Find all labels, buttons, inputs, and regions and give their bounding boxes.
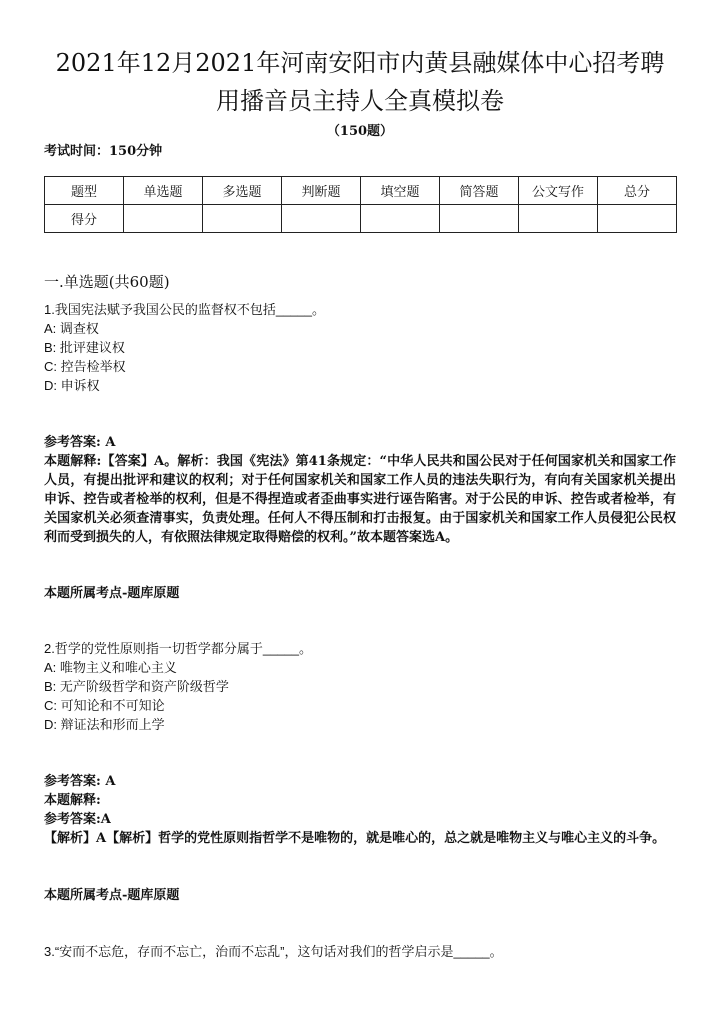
header-cell: 题型 <box>45 177 124 205</box>
score-table-header-row <box>45 177 677 205</box>
header-cell: 总分 <box>598 177 677 205</box>
exam-time: 考试时间：150分钟 <box>44 144 163 159</box>
question-1-point: 本题所属考点-题库原题 <box>44 586 180 601</box>
question-1 <box>44 300 676 395</box>
question-1-explanation: 本题解释:【答案】A。解析：我国《宪法》第41条规定：“中华人民共和国公民对于任何国家机关和国家工作人员，有提出批评和建议的权利；对于任何国家机关和国家工作人员的违法失职行为，有向有关国家机关提出申诉、控告或者检举的权利，但是不得捏造或者歪曲事实进行诬告陷害。对于公民的申诉、控告或者检举，有关国家机关必须查清事实，负责处理。任何人不得压制和打击报复。由于国家机关和国家工作人员侵犯公民权利而受到损失的人，有依照法律规定取得赔偿的权利。”故本题答案选A。 <box>44 454 676 545</box>
option-d: D: 辩证法和形而上学 <box>44 717 165 732</box>
header-cell: 多选题 <box>203 177 282 205</box>
score-cell <box>124 205 203 233</box>
score-cell <box>282 205 361 233</box>
header-cell: 单选题 <box>124 177 203 205</box>
option-d: D: 申诉权 <box>44 378 100 393</box>
header-cell: 简答题 <box>440 177 519 205</box>
question-2-answer-block <box>44 772 676 829</box>
option-a: A: 唯物主义和唯心主义 <box>44 660 177 675</box>
question-count: （150题） <box>326 124 394 139</box>
option-c: C: 控告检举权 <box>44 359 126 374</box>
question-stem: 1.我国宪法赋予我国公民的监督权不包括_____。 <box>44 302 325 317</box>
score-table <box>44 176 677 233</box>
question-2-point: 本题所属考点-题库原题 <box>44 888 180 903</box>
option-b: B: 无产阶级哲学和资产阶级哲学 <box>44 679 229 694</box>
question-2-explanation-label: 本题解释: <box>44 793 101 808</box>
question-1-answer: 参考答案: A <box>44 435 116 450</box>
question-2 <box>44 639 676 734</box>
option-b: B: 批评建议权 <box>44 340 125 355</box>
score-cell <box>519 205 598 233</box>
score-cell <box>361 205 440 233</box>
header-cell: 填空题 <box>361 177 440 205</box>
question-2-answer: 参考答案: A <box>44 774 116 789</box>
header-cell: 公文写作 <box>519 177 598 205</box>
option-a: A: 调查权 <box>44 321 99 336</box>
exam-title <box>20 44 700 120</box>
question-3-stem: 3.“安而不忘危，存而不忘亡，治而不忘乱”，这句话对我们的哲学启示是_____。 <box>44 944 503 959</box>
score-cell <box>598 205 677 233</box>
score-cell <box>440 205 519 233</box>
question-2-answer-repeat: 参考答案:A <box>44 812 111 827</box>
title-line-1: 2021年12月2021年河南安阳市内黄县融媒体中心招考聘 <box>55 49 665 77</box>
question-2-explanation: 【解析】A【解析】哲学的党性原则指哲学不是唯物的，就是唯心的，总之就是唯物主义与唯心主义的斗争。 <box>44 831 666 846</box>
title-line-2: 用播音员主持人全真模拟卷 <box>216 87 504 115</box>
header-cell: 判断题 <box>282 177 361 205</box>
section-heading: 一.单选题(共60题) <box>44 273 170 291</box>
option-c: C: 可知论和不可知论 <box>44 698 165 713</box>
score-table-score-row <box>45 205 677 233</box>
score-row-label: 得分 <box>45 205 124 233</box>
score-cell <box>203 205 282 233</box>
question-stem: 2.哲学的党性原则指一切哲学都分属于_____。 <box>44 641 312 656</box>
